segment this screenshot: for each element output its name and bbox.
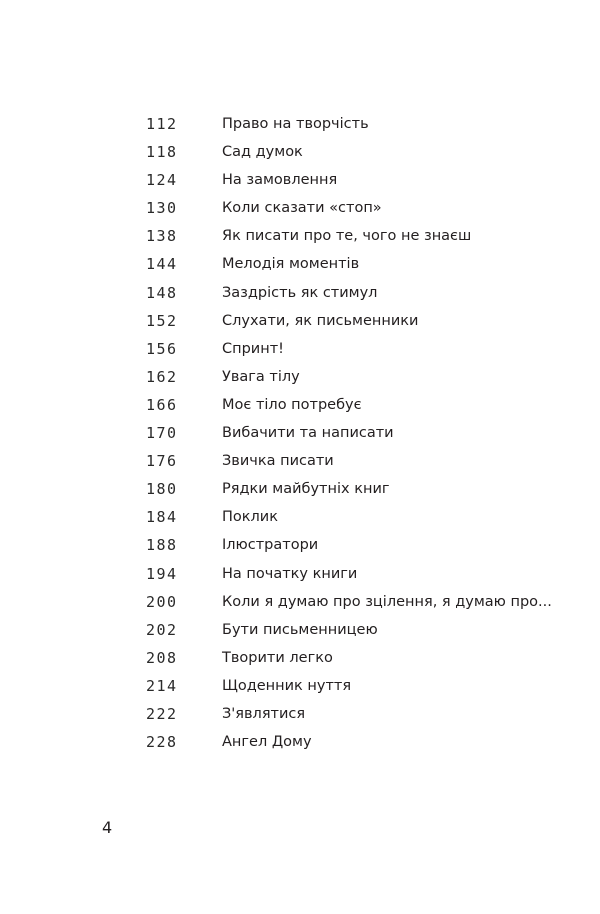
toc-entry xyxy=(0,281,600,309)
toc-title: Слухати, як письменники xyxy=(222,312,419,329)
toc-title: Право на творчість xyxy=(222,116,369,132)
toc-page-number: 202 xyxy=(146,620,178,639)
toc-title: Мелодія моментів xyxy=(222,256,360,273)
toc-page-number: 176 xyxy=(146,452,178,471)
toc-title: Рядки майбутніх книг xyxy=(222,481,390,498)
toc-title: Заздрість як стимул xyxy=(222,284,378,301)
toc-title: На початку книги xyxy=(222,565,358,582)
toc-title: Сад думок xyxy=(222,144,303,161)
toc-page-number: 112 xyxy=(146,115,178,133)
toc-entry xyxy=(0,365,600,393)
toc-title: Як писати про те, чого не знаєш xyxy=(222,228,472,245)
toc-entry xyxy=(0,140,600,168)
toc-title: Бути письменницею xyxy=(222,621,378,638)
toc-page-number: 148 xyxy=(146,283,178,302)
toc-entry xyxy=(0,309,600,337)
toc-title: Вибачити та написати xyxy=(222,425,394,442)
toc-page-number: 228 xyxy=(146,733,178,752)
toc-page-number: 188 xyxy=(146,536,178,555)
toc-entry xyxy=(0,562,600,590)
toc-title: Звичка писати xyxy=(222,453,334,470)
page-number: 4 xyxy=(102,818,113,837)
toc-page-number: 184 xyxy=(146,508,178,527)
toc-title: З'являтися xyxy=(222,705,306,722)
toc-entry xyxy=(0,618,600,646)
toc-page-number: 194 xyxy=(146,564,178,583)
toc-entry xyxy=(0,393,600,421)
toc-page-number: 208 xyxy=(146,648,178,667)
toc-entry xyxy=(0,224,600,252)
toc-title: Коли сказати «стоп» xyxy=(222,200,382,217)
toc-entry xyxy=(0,477,600,505)
toc-entry xyxy=(0,674,600,702)
toc-page-number: 118 xyxy=(146,143,178,162)
toc-title: Поклик xyxy=(222,509,278,526)
toc-page-number: 200 xyxy=(146,592,178,611)
toc-entry xyxy=(0,590,600,618)
toc-page-number: 162 xyxy=(146,367,178,386)
toc-page-number: 124 xyxy=(146,171,178,190)
toc-page-number: 156 xyxy=(146,339,178,358)
toc-entry xyxy=(0,505,600,533)
toc-title: Моє тіло потребує xyxy=(222,396,362,413)
toc-entry xyxy=(0,449,600,477)
toc-page-number: 214 xyxy=(146,676,178,695)
toc-page-number: 138 xyxy=(146,227,178,246)
toc-page-number: 152 xyxy=(146,311,178,330)
toc-entry xyxy=(0,730,600,758)
toc-page-number: 144 xyxy=(146,255,178,274)
toc-entry xyxy=(0,702,600,730)
toc-entry xyxy=(0,646,600,674)
toc-entry xyxy=(0,337,600,365)
toc-page-number: 166 xyxy=(146,395,178,414)
toc-title: Спринт! xyxy=(222,340,284,357)
toc-entry xyxy=(0,252,600,280)
toc-title: Коли я думаю про зцілення, я думаю про... xyxy=(222,593,552,610)
table-of-contents xyxy=(0,112,600,758)
toc-title: На замовлення xyxy=(222,172,338,189)
toc-entry xyxy=(0,168,600,196)
toc-title: Творити легко xyxy=(222,649,333,666)
toc-page-number: 170 xyxy=(146,424,178,443)
toc-title: Ілюстратори xyxy=(222,537,319,554)
toc-title: Увага тілу xyxy=(222,368,300,385)
toc-page-number: 130 xyxy=(146,199,178,218)
toc-page-number: 180 xyxy=(146,480,178,499)
toc-entry xyxy=(0,533,600,561)
toc-title: Ангел Дому xyxy=(222,734,312,751)
toc-entry xyxy=(0,421,600,449)
toc-entry xyxy=(0,112,600,140)
toc-page-number: 222 xyxy=(146,704,178,723)
toc-title: Щоденник нуття xyxy=(222,677,352,694)
toc-entry xyxy=(0,196,600,224)
